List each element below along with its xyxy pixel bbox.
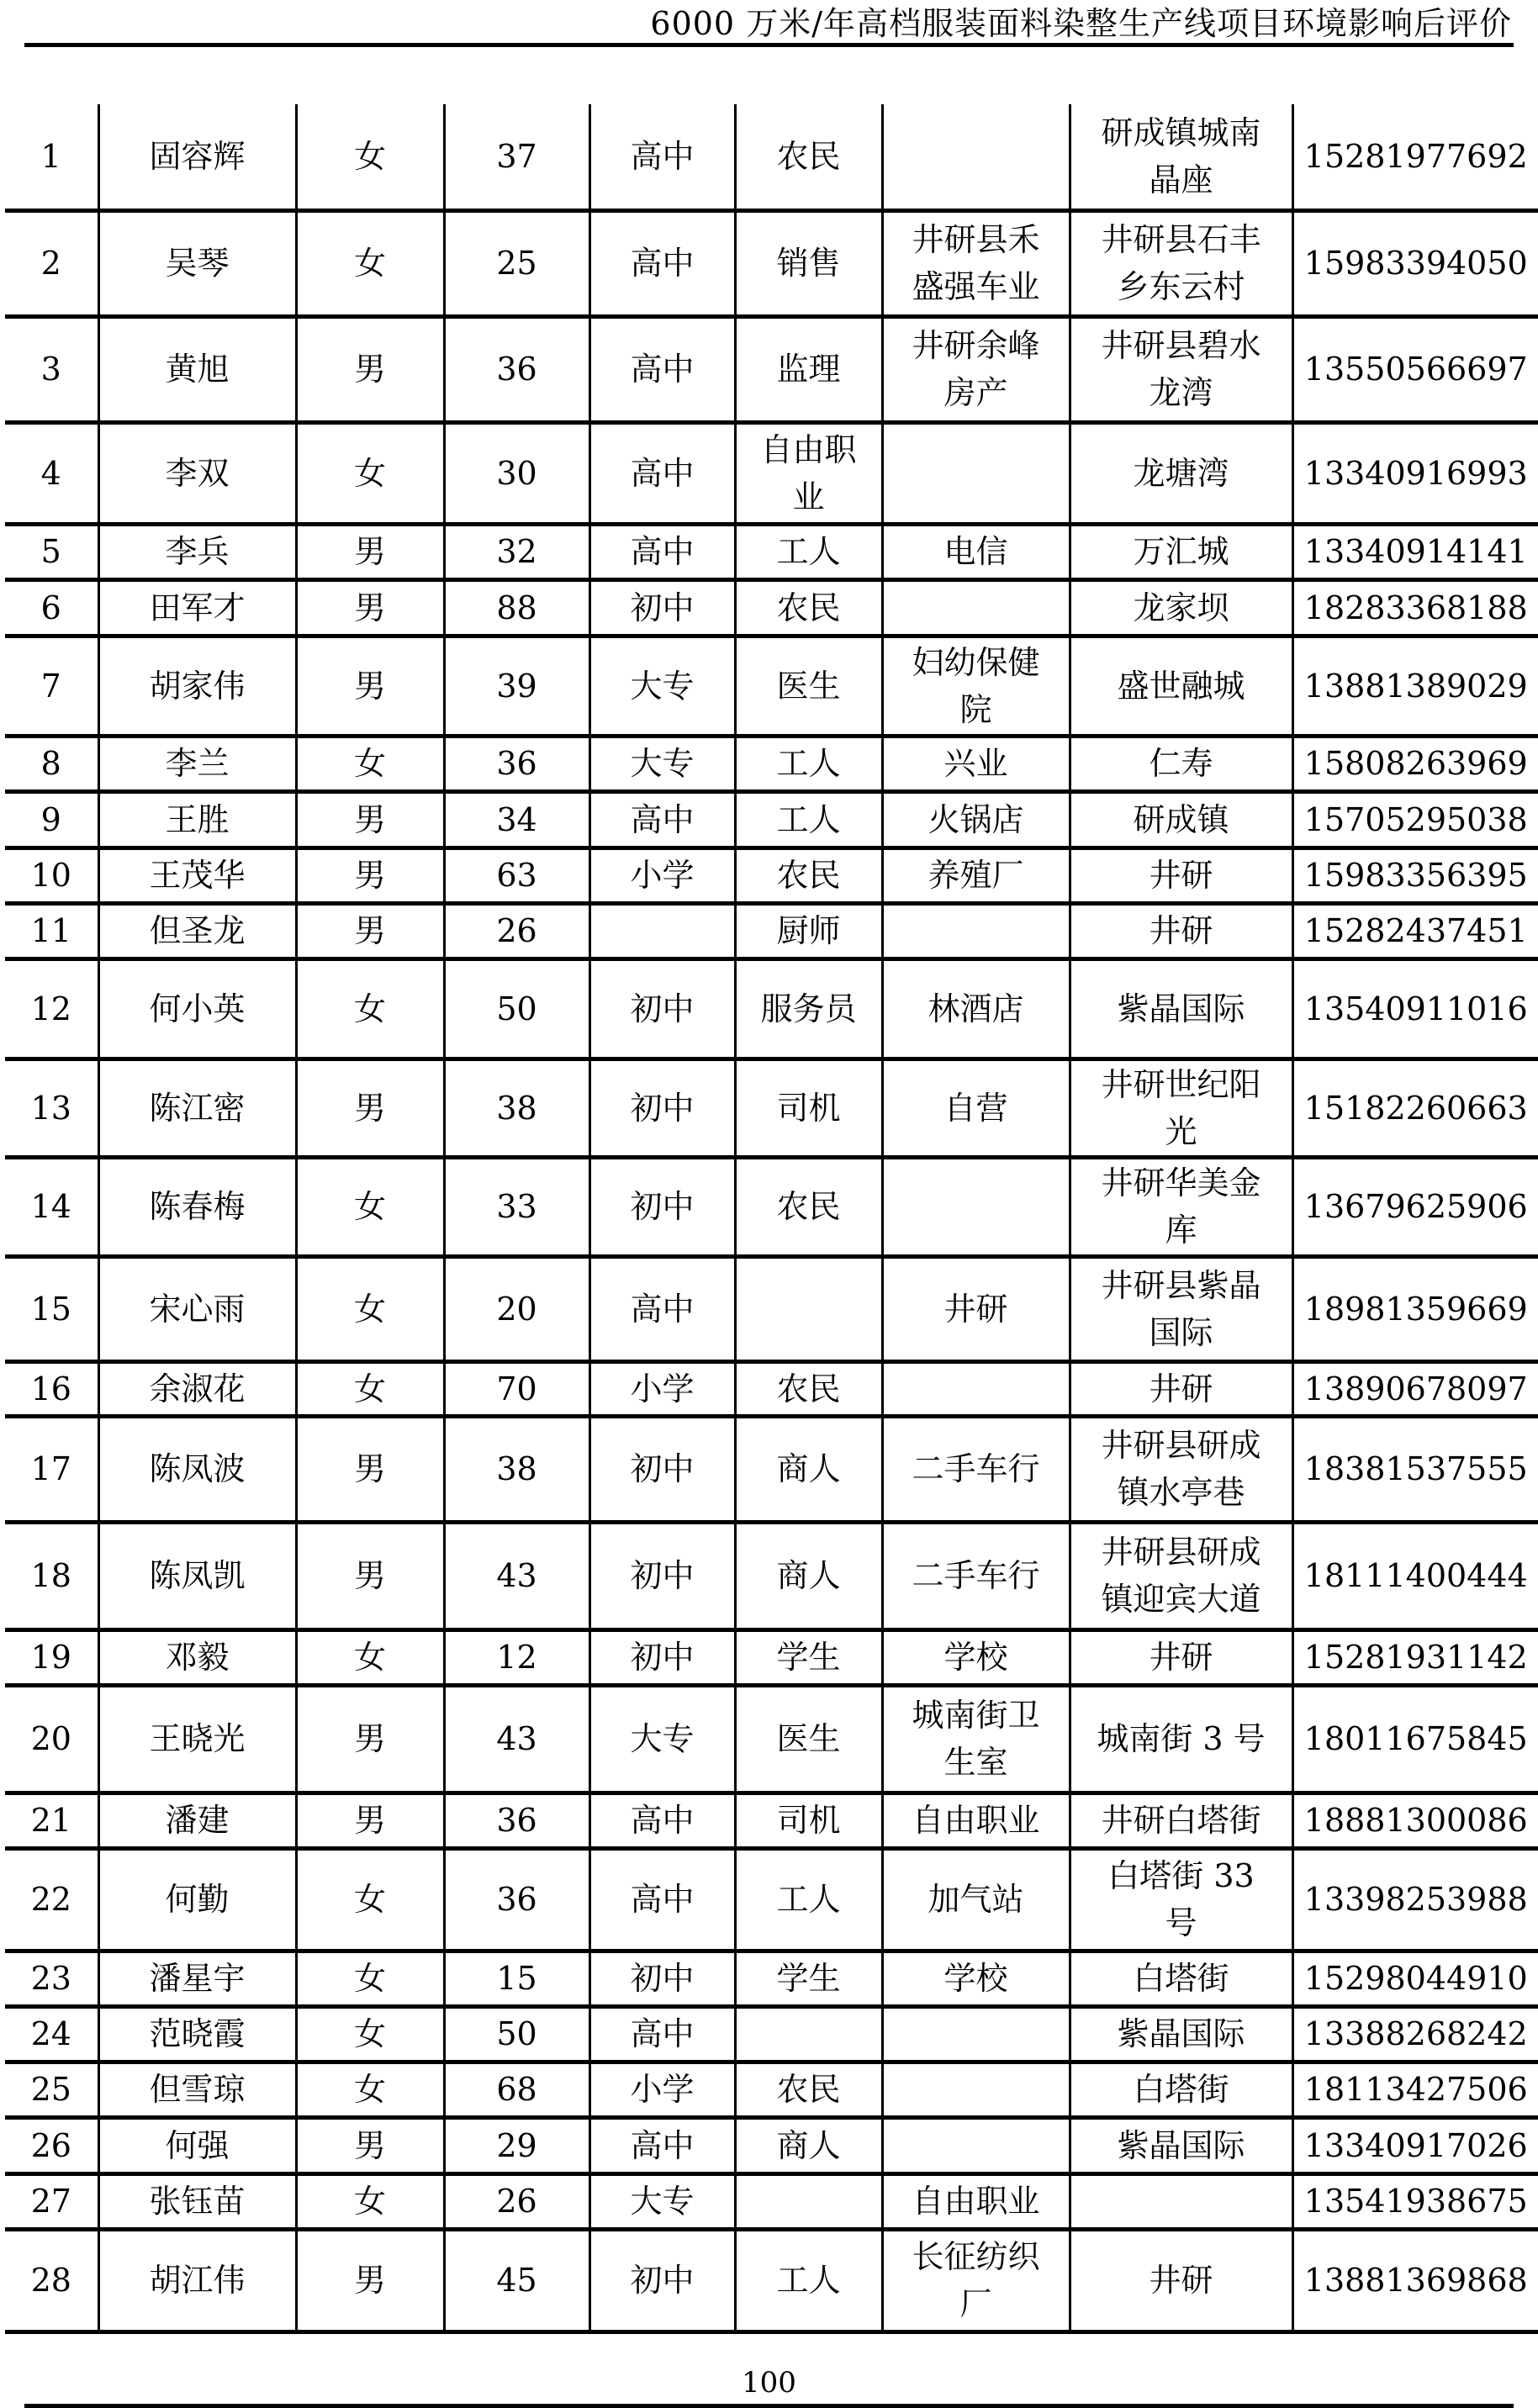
employer-cell: 井研 xyxy=(882,1256,1070,1361)
respondent-name-cell: 固容辉 xyxy=(98,104,296,210)
respondent-name-cell: 胡家伟 xyxy=(98,636,296,736)
phone-number-cell: 18283368188 xyxy=(1292,579,1538,636)
row-number-cell: 28 xyxy=(5,2229,98,2331)
age-cell: 26 xyxy=(444,903,589,958)
employer-cell: 二手车行 xyxy=(882,1522,1070,1629)
age-cell: 68 xyxy=(444,2062,589,2117)
table-row xyxy=(5,579,1538,636)
gender-cell: 女 xyxy=(296,2062,444,2117)
education-level-cell: 大专 xyxy=(589,2173,735,2229)
gender-cell: 男 xyxy=(296,903,444,958)
address-cell: 龙家坝 xyxy=(1070,579,1292,636)
gender-cell: 女 xyxy=(296,1848,444,1951)
survey-respondents-table xyxy=(5,104,1538,2334)
employer-cell: 井研县禾盛强车业 xyxy=(882,210,1070,316)
address-cell: 井研 xyxy=(1070,1361,1292,1416)
phone-number-cell: 13890678097 xyxy=(1292,1361,1538,1416)
table-row xyxy=(5,1256,1538,1361)
employer-cell: 自由职业 xyxy=(882,2173,1070,2229)
row-number-cell: 16 xyxy=(5,1361,98,1416)
respondent-name-cell: 余淑花 xyxy=(98,1361,296,1416)
occupation-cell: 商人 xyxy=(735,1522,882,1629)
age-cell: 36 xyxy=(444,1848,589,1951)
row-number-cell: 2 xyxy=(5,210,98,316)
table-row xyxy=(5,316,1538,422)
respondent-name-cell: 但圣龙 xyxy=(98,903,296,958)
table-row xyxy=(5,2062,1538,2117)
row-number-cell: 11 xyxy=(5,903,98,958)
occupation-cell xyxy=(735,1256,882,1361)
gender-cell: 男 xyxy=(296,1059,444,1157)
footer-divider xyxy=(24,2404,1514,2408)
phone-number-cell: 13550566697 xyxy=(1292,316,1538,422)
employer-cell: 自由职业 xyxy=(882,1793,1070,1848)
employer-cell: 加气站 xyxy=(882,1848,1070,1951)
address-cell: 井研县研成镇水亭巷 xyxy=(1070,1416,1292,1522)
gender-cell: 女 xyxy=(296,2006,444,2062)
gender-cell: 女 xyxy=(296,1629,444,1685)
table-row xyxy=(5,736,1538,791)
row-number-cell: 5 xyxy=(5,524,98,579)
phone-number-cell: 15282437451 xyxy=(1292,903,1538,958)
address-cell: 万汇城 xyxy=(1070,524,1292,579)
address-cell xyxy=(1070,2173,1292,2229)
education-level-cell: 大专 xyxy=(589,1685,735,1793)
address-cell: 井研县石丰乡东云村 xyxy=(1070,210,1292,316)
occupation-cell: 工人 xyxy=(735,1848,882,1951)
occupation-cell: 农民 xyxy=(735,1361,882,1416)
table-row xyxy=(5,636,1538,736)
gender-cell: 女 xyxy=(296,2173,444,2229)
respondent-name-cell: 何勤 xyxy=(98,1848,296,1951)
row-number-cell: 18 xyxy=(5,1522,98,1629)
respondent-name-cell: 田军才 xyxy=(98,579,296,636)
education-level-cell: 初中 xyxy=(589,958,735,1059)
phone-number-cell: 15281931142 xyxy=(1292,1629,1538,1685)
address-cell: 研成镇城南晶座 xyxy=(1070,104,1292,210)
employer-cell xyxy=(882,2117,1070,2173)
table-row xyxy=(5,210,1538,316)
address-cell: 白塔街 xyxy=(1070,1951,1292,2006)
education-level-cell xyxy=(589,903,735,958)
table-row xyxy=(5,848,1538,903)
age-cell: 15 xyxy=(444,1951,589,2006)
gender-cell: 女 xyxy=(296,1256,444,1361)
gender-cell: 男 xyxy=(296,791,444,848)
employer-cell xyxy=(882,2006,1070,2062)
age-cell: 43 xyxy=(444,1522,589,1629)
occupation-cell: 医生 xyxy=(735,636,882,736)
row-number-cell: 26 xyxy=(5,2117,98,2173)
occupation-cell: 工人 xyxy=(735,524,882,579)
occupation-cell: 司机 xyxy=(735,1059,882,1157)
phone-number-cell: 15281977692 xyxy=(1292,104,1538,210)
age-cell: 45 xyxy=(444,2229,589,2331)
row-number-cell: 6 xyxy=(5,579,98,636)
row-number-cell: 23 xyxy=(5,1951,98,2006)
employer-cell: 妇幼保健院 xyxy=(882,636,1070,736)
row-number-cell: 1 xyxy=(5,104,98,210)
employer-cell: 井研余峰房产 xyxy=(882,316,1070,422)
address-cell: 井研 xyxy=(1070,848,1292,903)
occupation-cell: 司机 xyxy=(735,1793,882,1848)
header-divider xyxy=(24,43,1514,47)
row-number-cell: 12 xyxy=(5,958,98,1059)
employer-cell xyxy=(882,2062,1070,2117)
occupation-cell: 商人 xyxy=(735,1416,882,1522)
phone-number-cell: 13541938675 xyxy=(1292,2173,1538,2229)
table-row xyxy=(5,524,1538,579)
phone-number-cell: 15983356395 xyxy=(1292,848,1538,903)
employer-cell: 养殖厂 xyxy=(882,848,1070,903)
address-cell: 紫晶国际 xyxy=(1070,958,1292,1059)
age-cell: 38 xyxy=(444,1059,589,1157)
phone-number-cell: 13540911016 xyxy=(1292,958,1538,1059)
respondent-name-cell: 李兰 xyxy=(98,736,296,791)
address-cell: 紫晶国际 xyxy=(1070,2117,1292,2173)
table-row xyxy=(5,2229,1538,2331)
table-row xyxy=(5,1793,1538,1848)
phone-number-cell: 13388268242 xyxy=(1292,2006,1538,2062)
phone-number-cell: 15808263969 xyxy=(1292,736,1538,791)
education-level-cell: 大专 xyxy=(589,636,735,736)
address-cell: 盛世融城 xyxy=(1070,636,1292,736)
occupation-cell: 监理 xyxy=(735,316,882,422)
gender-cell: 男 xyxy=(296,848,444,903)
address-cell: 白塔街 33 号 xyxy=(1070,1848,1292,1951)
address-cell: 井研白塔街 xyxy=(1070,1793,1292,1848)
occupation-cell: 农民 xyxy=(735,848,882,903)
gender-cell: 男 xyxy=(296,579,444,636)
row-number-cell: 14 xyxy=(5,1157,98,1256)
phone-number-cell: 18981359669 xyxy=(1292,1256,1538,1361)
address-cell: 井研县碧水龙湾 xyxy=(1070,316,1292,422)
age-cell: 20 xyxy=(444,1256,589,1361)
employer-cell: 自营 xyxy=(882,1059,1070,1157)
employer-cell: 二手车行 xyxy=(882,1416,1070,1522)
respondent-name-cell: 邓毅 xyxy=(98,1629,296,1685)
occupation-cell: 学生 xyxy=(735,1951,882,2006)
phone-number-cell: 18113427506 xyxy=(1292,2062,1538,2117)
education-level-cell: 初中 xyxy=(589,1629,735,1685)
address-cell: 龙塘湾 xyxy=(1070,422,1292,524)
gender-cell: 女 xyxy=(296,1951,444,2006)
respondent-name-cell: 黄旭 xyxy=(98,316,296,422)
table-row xyxy=(5,104,1538,210)
gender-cell: 男 xyxy=(296,1416,444,1522)
table-row xyxy=(5,1522,1538,1629)
age-cell: 38 xyxy=(444,1416,589,1522)
occupation-cell: 医生 xyxy=(735,1685,882,1793)
employer-cell: 电信 xyxy=(882,524,1070,579)
phone-number-cell: 13881369868 xyxy=(1292,2229,1538,2331)
occupation-cell: 农民 xyxy=(735,1157,882,1256)
age-cell: 36 xyxy=(444,1793,589,1848)
education-level-cell: 高中 xyxy=(589,2117,735,2173)
phone-number-cell: 15705295038 xyxy=(1292,791,1538,848)
respondent-name-cell: 潘建 xyxy=(98,1793,296,1848)
education-level-cell: 初中 xyxy=(589,1951,735,2006)
age-cell: 12 xyxy=(444,1629,589,1685)
gender-cell: 男 xyxy=(296,2229,444,2331)
employer-cell xyxy=(882,579,1070,636)
occupation-cell: 自由职业 xyxy=(735,422,882,524)
phone-number-cell: 13398253988 xyxy=(1292,1848,1538,1951)
row-number-cell: 27 xyxy=(5,2173,98,2229)
age-cell: 29 xyxy=(444,2117,589,2173)
respondent-name-cell: 何小英 xyxy=(98,958,296,1059)
respondent-name-cell: 宋心雨 xyxy=(98,1256,296,1361)
age-cell: 32 xyxy=(444,524,589,579)
respondent-name-cell: 王胜 xyxy=(98,791,296,848)
table-row xyxy=(5,958,1538,1059)
row-number-cell: 20 xyxy=(5,1685,98,1793)
respondent-name-cell: 何强 xyxy=(98,2117,296,2173)
age-cell: 30 xyxy=(444,422,589,524)
row-number-cell: 24 xyxy=(5,2006,98,2062)
table-body xyxy=(5,104,1538,2331)
gender-cell: 女 xyxy=(296,1361,444,1416)
education-level-cell: 初中 xyxy=(589,2229,735,2331)
age-cell: 88 xyxy=(444,579,589,636)
employer-cell xyxy=(882,422,1070,524)
gender-cell: 女 xyxy=(296,736,444,791)
respondent-name-cell: 吴琴 xyxy=(98,210,296,316)
row-number-cell: 22 xyxy=(5,1848,98,1951)
occupation-cell: 工人 xyxy=(735,2229,882,2331)
employer-cell xyxy=(882,1157,1070,1256)
address-cell: 井研 xyxy=(1070,2229,1292,2331)
table-row xyxy=(5,1685,1538,1793)
occupation-cell: 农民 xyxy=(735,104,882,210)
occupation-cell: 厨师 xyxy=(735,903,882,958)
gender-cell: 男 xyxy=(296,2117,444,2173)
age-cell: 37 xyxy=(444,104,589,210)
gender-cell: 女 xyxy=(296,104,444,210)
address-cell: 研成镇 xyxy=(1070,791,1292,848)
phone-number-cell: 13340917026 xyxy=(1292,2117,1538,2173)
age-cell: 25 xyxy=(444,210,589,316)
phone-number-cell: 13881389029 xyxy=(1292,636,1538,736)
address-cell: 井研华美金库 xyxy=(1070,1157,1292,1256)
document-header-title: 6000 万米/年高档服装面料染整生产线项目环境影响后评价 xyxy=(650,5,1512,42)
row-number-cell: 25 xyxy=(5,2062,98,2117)
employer-cell xyxy=(882,903,1070,958)
row-number-cell: 9 xyxy=(5,791,98,848)
phone-number-cell: 13340914141 xyxy=(1292,524,1538,579)
gender-cell: 女 xyxy=(296,958,444,1059)
table-row xyxy=(5,2173,1538,2229)
table-row xyxy=(5,1157,1538,1256)
address-cell: 城南街 3 号 xyxy=(1070,1685,1292,1793)
employer-cell xyxy=(882,1361,1070,1416)
education-level-cell: 高中 xyxy=(589,524,735,579)
gender-cell: 男 xyxy=(296,524,444,579)
table-row xyxy=(5,1951,1538,2006)
phone-number-cell: 18881300086 xyxy=(1292,1793,1538,1848)
employer-cell: 长征纺织厂 xyxy=(882,2229,1070,2331)
respondent-name-cell: 李双 xyxy=(98,422,296,524)
table-row xyxy=(5,1629,1538,1685)
employer-cell: 兴业 xyxy=(882,736,1070,791)
occupation-cell xyxy=(735,2173,882,2229)
respondent-name-cell: 潘星宇 xyxy=(98,1951,296,2006)
table-row xyxy=(5,2117,1538,2173)
address-cell: 井研 xyxy=(1070,903,1292,958)
gender-cell: 女 xyxy=(296,422,444,524)
row-number-cell: 17 xyxy=(5,1416,98,1522)
occupation-cell: 工人 xyxy=(735,736,882,791)
phone-number-cell: 13340916993 xyxy=(1292,422,1538,524)
table-row xyxy=(5,791,1538,848)
address-cell: 白塔街 xyxy=(1070,2062,1292,2117)
row-number-cell: 4 xyxy=(5,422,98,524)
employer-cell: 学校 xyxy=(882,1951,1070,2006)
education-level-cell: 大专 xyxy=(589,736,735,791)
table-row xyxy=(5,422,1538,524)
phone-number-cell: 18381537555 xyxy=(1292,1416,1538,1522)
employer-cell: 林酒店 xyxy=(882,958,1070,1059)
education-level-cell: 高中 xyxy=(589,1793,735,1848)
education-level-cell: 高中 xyxy=(589,316,735,422)
row-number-cell: 7 xyxy=(5,636,98,736)
age-cell: 33 xyxy=(444,1157,589,1256)
education-level-cell: 高中 xyxy=(589,210,735,316)
age-cell: 39 xyxy=(444,636,589,736)
page-number: 100 xyxy=(742,2366,796,2400)
education-level-cell: 小学 xyxy=(589,2062,735,2117)
gender-cell: 女 xyxy=(296,1157,444,1256)
age-cell: 26 xyxy=(444,2173,589,2229)
occupation-cell: 农民 xyxy=(735,2062,882,2117)
respondent-name-cell: 陈春梅 xyxy=(98,1157,296,1256)
age-cell: 36 xyxy=(444,316,589,422)
table-row xyxy=(5,1059,1538,1157)
education-level-cell: 高中 xyxy=(589,422,735,524)
education-level-cell: 初中 xyxy=(589,579,735,636)
address-cell: 仁寿 xyxy=(1070,736,1292,791)
education-level-cell: 高中 xyxy=(589,791,735,848)
address-cell: 井研县研成镇迎宾大道 xyxy=(1070,1522,1292,1629)
education-level-cell: 初中 xyxy=(589,1416,735,1522)
address-cell: 紫晶国际 xyxy=(1070,2006,1292,2062)
respondent-name-cell: 王茂华 xyxy=(98,848,296,903)
age-cell: 34 xyxy=(444,791,589,848)
phone-number-cell: 15983394050 xyxy=(1292,210,1538,316)
row-number-cell: 15 xyxy=(5,1256,98,1361)
occupation-cell: 商人 xyxy=(735,2117,882,2173)
gender-cell: 女 xyxy=(296,210,444,316)
education-level-cell: 高中 xyxy=(589,104,735,210)
age-cell: 43 xyxy=(444,1685,589,1793)
employer-cell xyxy=(882,104,1070,210)
phone-number-cell: 13679625906 xyxy=(1292,1157,1538,1256)
age-cell: 50 xyxy=(444,958,589,1059)
row-number-cell: 3 xyxy=(5,316,98,422)
age-cell: 36 xyxy=(444,736,589,791)
respondent-name-cell: 陈江密 xyxy=(98,1059,296,1157)
table-row xyxy=(5,903,1538,958)
gender-cell: 男 xyxy=(296,636,444,736)
gender-cell: 男 xyxy=(296,1685,444,1793)
occupation-cell xyxy=(735,2006,882,2062)
education-level-cell: 初中 xyxy=(589,1522,735,1629)
education-level-cell: 小学 xyxy=(589,1361,735,1416)
phone-number-cell: 15298044910 xyxy=(1292,1951,1538,2006)
occupation-cell: 学生 xyxy=(735,1629,882,1685)
phone-number-cell: 18011675845 xyxy=(1292,1685,1538,1793)
education-level-cell: 高中 xyxy=(589,1256,735,1361)
gender-cell: 男 xyxy=(296,1522,444,1629)
gender-cell: 男 xyxy=(296,1793,444,1848)
occupation-cell: 销售 xyxy=(735,210,882,316)
row-number-cell: 10 xyxy=(5,848,98,903)
table-row xyxy=(5,2006,1538,2062)
table-row xyxy=(5,1848,1538,1951)
gender-cell: 男 xyxy=(296,316,444,422)
respondent-name-cell: 胡江伟 xyxy=(98,2229,296,2331)
education-level-cell: 小学 xyxy=(589,848,735,903)
education-level-cell: 高中 xyxy=(589,2006,735,2062)
employer-cell: 城南街卫生室 xyxy=(882,1685,1070,1793)
address-cell: 井研县紫晶国际 xyxy=(1070,1256,1292,1361)
education-level-cell: 初中 xyxy=(589,1157,735,1256)
age-cell: 63 xyxy=(444,848,589,903)
respondent-name-cell: 张钰苗 xyxy=(98,2173,296,2229)
respondent-name-cell: 范晓霞 xyxy=(98,2006,296,2062)
occupation-cell: 服务员 xyxy=(735,958,882,1059)
respondent-name-cell: 李兵 xyxy=(98,524,296,579)
address-cell: 井研 xyxy=(1070,1629,1292,1685)
phone-number-cell: 18111400444 xyxy=(1292,1522,1538,1629)
age-cell: 70 xyxy=(444,1361,589,1416)
occupation-cell: 农民 xyxy=(735,579,882,636)
row-number-cell: 8 xyxy=(5,736,98,791)
table-row xyxy=(5,1361,1538,1416)
occupation-cell: 工人 xyxy=(735,791,882,848)
education-level-cell: 高中 xyxy=(589,1848,735,1951)
table-row xyxy=(5,1416,1538,1522)
education-level-cell: 初中 xyxy=(589,1059,735,1157)
phone-number-cell: 15182260663 xyxy=(1292,1059,1538,1157)
employer-cell: 学校 xyxy=(882,1629,1070,1685)
address-cell: 井研世纪阳光 xyxy=(1070,1059,1292,1157)
row-number-cell: 13 xyxy=(5,1059,98,1157)
respondent-name-cell: 王晓光 xyxy=(98,1685,296,1793)
respondent-name-cell: 但雪琼 xyxy=(98,2062,296,2117)
employer-cell: 火锅店 xyxy=(882,791,1070,848)
respondent-name-cell: 陈凤凯 xyxy=(98,1522,296,1629)
respondent-name-cell: 陈凤波 xyxy=(98,1416,296,1522)
age-cell: 50 xyxy=(444,2006,589,2062)
row-number-cell: 21 xyxy=(5,1793,98,1848)
row-number-cell: 19 xyxy=(5,1629,98,1685)
